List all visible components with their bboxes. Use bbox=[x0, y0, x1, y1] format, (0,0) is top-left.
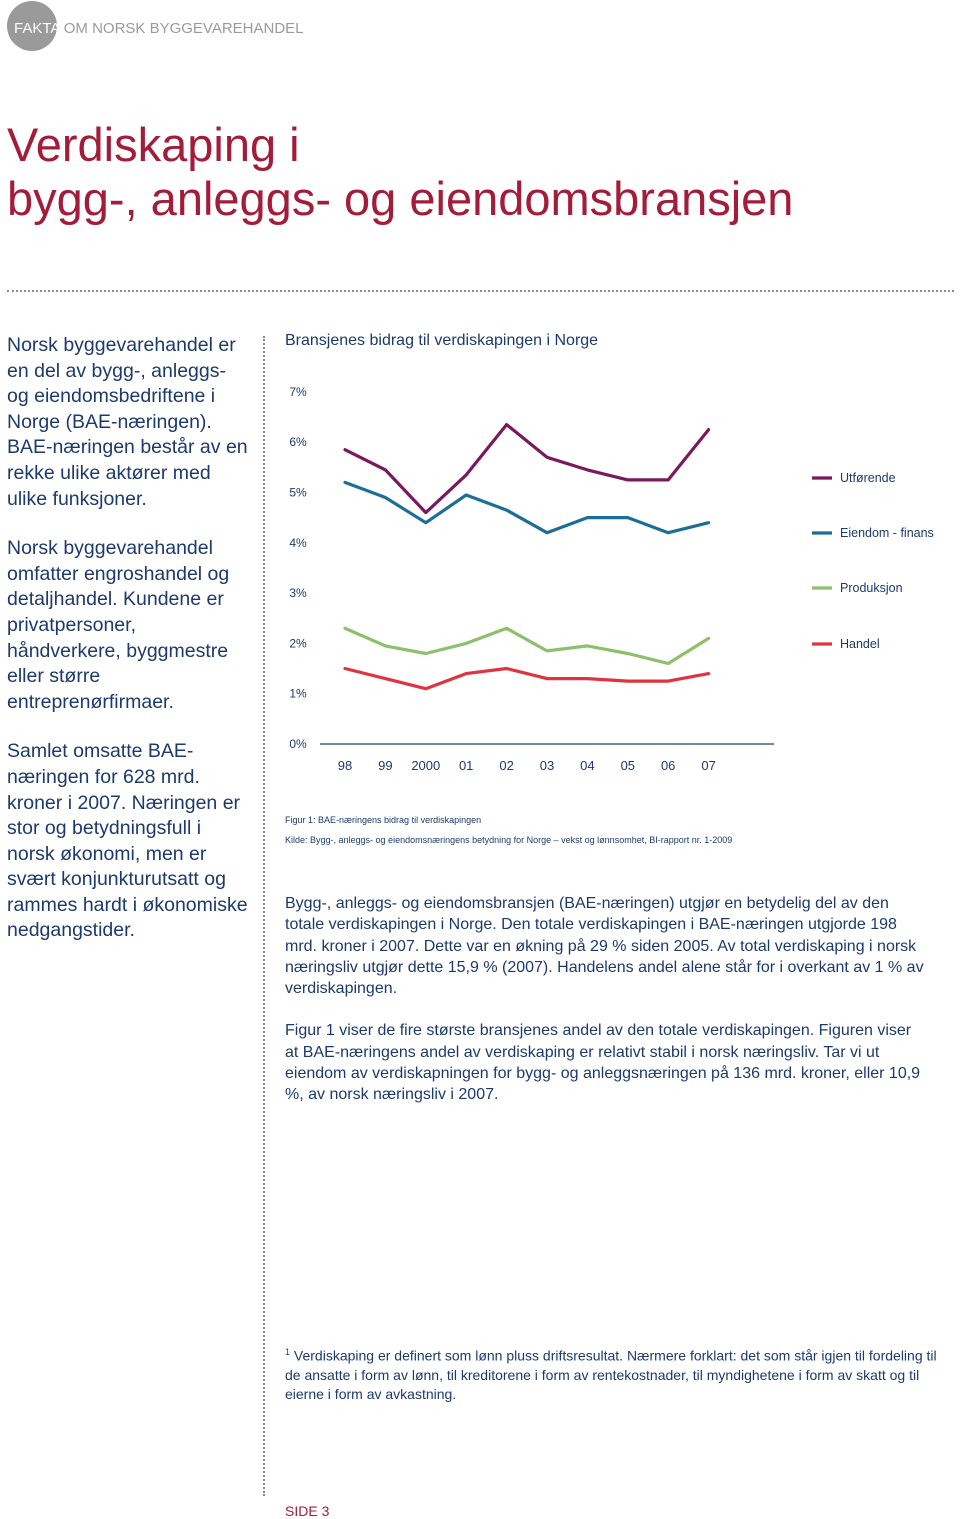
x-tick-label: 99 bbox=[378, 758, 393, 773]
y-tick-label: 2% bbox=[289, 636, 307, 651]
x-tick-label: 06 bbox=[660, 758, 676, 773]
x-tick-label: 05 bbox=[620, 758, 636, 773]
legend-label: Utførende bbox=[840, 471, 896, 485]
x-tick-label: 07 bbox=[701, 758, 716, 773]
x-tick-label: 98 bbox=[337, 758, 353, 773]
x-tick-label: 2000 bbox=[411, 758, 441, 773]
y-tick-label: 3% bbox=[289, 586, 307, 601]
chart-series bbox=[345, 425, 709, 689]
y-tick-label: 4% bbox=[289, 535, 307, 550]
title-line-2: bygg-, anleggs- og eiendomsbransjen bbox=[7, 172, 794, 225]
series-line bbox=[345, 482, 709, 532]
chart-title: Bransjenes bidrag til verdiskapingen i Norge bbox=[285, 332, 599, 349]
footnote-marker: 1 bbox=[285, 1347, 291, 1357]
x-tick-label: 02 bbox=[499, 758, 514, 773]
series-line bbox=[345, 628, 709, 663]
page-number: SIDE 3 bbox=[285, 1503, 330, 1519]
legend-label: Produksjon bbox=[840, 581, 903, 595]
body-paragraph: Bygg-, anleggs- og eiendomsbransjen (BAE-næringen) utgjør en betydelig del av den totale verdiskapingen i Norge. Den totale verdiskapingen i BAE-næringen utgjorde 198 mrd. kroner i 2007. Dette var en økning på 29 % siden 2005. Av total verdiskaping i norsk næringsliv utgjør dette 15,9 % (2007). Handelens andel alene står for i overkant av 1 % av verdiskapingen. bbox=[285, 895, 924, 998]
title-line-1: Verdiskaping i bbox=[7, 118, 300, 171]
x-tick-label: 03 bbox=[539, 758, 555, 773]
figure-source: Kilde: Bygg-, anleggs- og eiendomsnæringens betydning for Norge – vekst og lønnsomhet, BI-rapport nr. 1-2009 bbox=[285, 835, 733, 845]
series-line bbox=[345, 425, 709, 513]
y-tick-label: 0% bbox=[289, 737, 307, 751]
y-tick-label: 7% bbox=[289, 384, 307, 399]
sidebar-paragraph: Norsk byggevarehandel er en del av bygg-, anleggs- og eiendomsbedriftene i Norge (BAE-næringen). BAE-næringen består av en rekke ulike aktører med ulike funksjoner. bbox=[7, 334, 248, 510]
sidebar-paragraph: Norsk byggevarehandel omfatter engroshandel og detaljhandel. Kundene er privatpersoner, håndverkere, byggmestre eller større entreprenørfirmaer. bbox=[7, 537, 230, 713]
series-line bbox=[345, 669, 709, 689]
legend-label: Eiendom - finans bbox=[840, 526, 934, 540]
figure-caption: Figur 1: BAE-næringens bidrag til verdiskapingen bbox=[285, 815, 482, 825]
chart-legend bbox=[812, 471, 934, 651]
x-tick-label: 04 bbox=[580, 758, 595, 773]
body-column bbox=[285, 893, 925, 1127]
footnote-text: Verdiskaping er definert som lønn pluss driftsresultat. Nærmere forklart: det som står igjen til fordeling til de ansatte i form av lønn, til kreditorene i form av rentekostnader, til myndighetene i form av skatt og til eierne i form av avkastning. bbox=[285, 1347, 937, 1403]
y-tick-label: 6% bbox=[289, 435, 307, 450]
sidebar-paragraph: Samlet omsatte BAE-næringen for 628 mrd. kroner i 2007. Næringen er stor og betydningsfull i norsk økonomi, men er svært konjunkturutsatt og rammes hardt i økonomiske nedgangstider. bbox=[7, 740, 248, 942]
x-tick-label: 01 bbox=[458, 758, 474, 773]
footnote bbox=[285, 1343, 950, 1405]
y-tick-label: 5% bbox=[289, 485, 307, 500]
header-rest: OM NORSK BYGGEVAREHANDEL bbox=[59, 20, 304, 37]
body-paragraph: Figur 1 viser de fire største bransjenes andel av den totale verdiskapingen. Figuren viser at BAE-næringens andel av verdiskaping er relativt stabil i norsk næringsliv. Tar vi ut eiendom av verdiskapningen for bygg- og anleggsnæringen på 136 mrd. kroner, eller 10,9 %, av norsk næringsliv i 2007. bbox=[285, 1022, 921, 1104]
header-fakta: FAKTA bbox=[14, 20, 60, 37]
legend-label: Handel bbox=[840, 637, 880, 651]
y-tick-label: 1% bbox=[289, 686, 307, 701]
